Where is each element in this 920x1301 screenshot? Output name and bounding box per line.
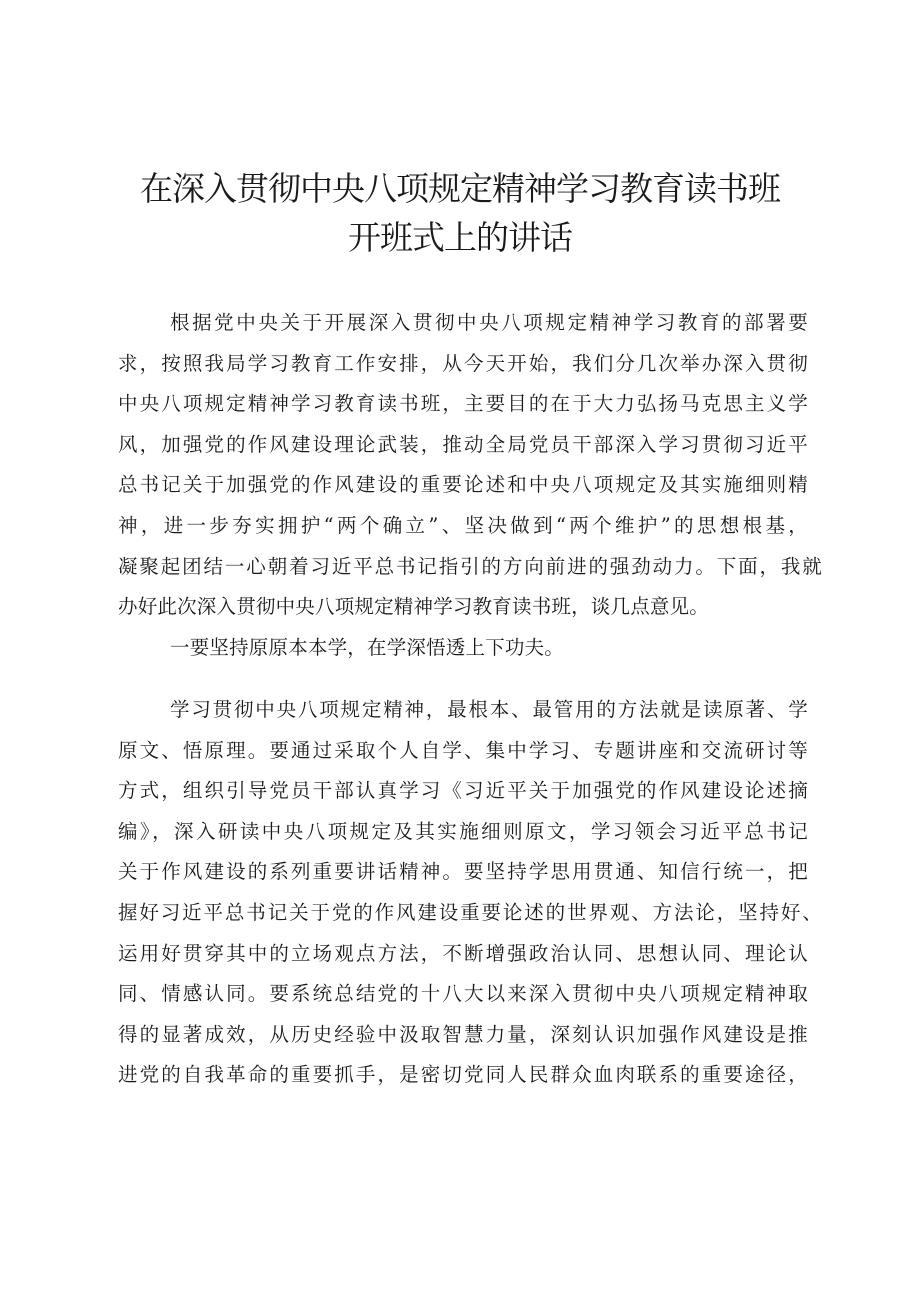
text-line: 关于作风建设的系列重要讲话精神。要坚持学思用贯通、知信行统一，把 [118, 860, 808, 884]
text-line: 方式，组织引导党员干部认真学习《习近平关于加强党的作风建设论述摘 [118, 779, 808, 803]
text-line: 中央八项规定精神学习教育读书班，主要目的在于大力弘扬马克思主义学 [118, 392, 808, 416]
text-line: 凝聚起团结一心朝着习近平总书记指引的方向前进的强劲动力。下面，我就 [118, 554, 822, 578]
paragraph-2 [118, 690, 822, 1096]
text-line: 学习贯彻中央八项规定精神，最根本、最管用的方法就是读原著、学 [170, 698, 808, 721]
paragraph-1 [118, 303, 822, 628]
text-line: 编》，深入研读中央八项规定及其实施细则原文，学习领会习近平总书记 [118, 819, 808, 843]
text-line: 神，进一步夯实拥护“两个确立”、坚决做到“两个维护”的思想根基， [118, 513, 808, 537]
document-title-line-2: 开班式上的讲话 [348, 218, 572, 257]
text-line: 总书记关于加强党的作风建设的重要论述和中央八项规定及其实施细则精 [118, 473, 808, 497]
document-title-line-1: 在深入贯彻中央八项规定精神学习教育读书班 [140, 169, 780, 208]
section-heading-1 [118, 628, 808, 669]
text-line: 求，按照我局学习教育工作安排，从今天开始，我们分几次举办深入贯彻 [118, 351, 808, 375]
text-line: 运用好贯穿其中的立场观点方法，不断增强政治认同、思想认同、理论认 [118, 941, 808, 965]
text-line: 根据党中央关于开展深入贯彻中央八项规定精神学习教育的部署要 [170, 311, 808, 334]
text-line: 原文、悟原理。要通过采取个人自学、集中学习、专题讲座和交流研讨等 [118, 738, 808, 762]
text-line: 办好此次深入贯彻中央八项规定精神学习教育读书班，谈几点意见。 [118, 595, 710, 619]
text-line: 握好习近平总书记关于党的作风建设重要论述的世界观、方法论，坚持好、 [118, 900, 822, 924]
section-heading-text: 一要坚持原原本本学，在学深悟透上下功夫。 [170, 636, 565, 659]
text-line: 得的显著成效，从历史经验中汲取智慧力量，深刻认识加强作风建设是推 [118, 1022, 808, 1046]
text-line: 进党的自我革命的重要抓手，是密切党同人民群众血肉联系的重要途径， [118, 1063, 808, 1087]
text-line: 同、情感认同。要系统总结党的十八大以来深入贯彻中央八项规定精神取 [118, 982, 808, 1006]
text-line: 风，加强党的作风建设理论武装，推动全局党员干部深入学习贯彻习近平 [118, 432, 808, 456]
